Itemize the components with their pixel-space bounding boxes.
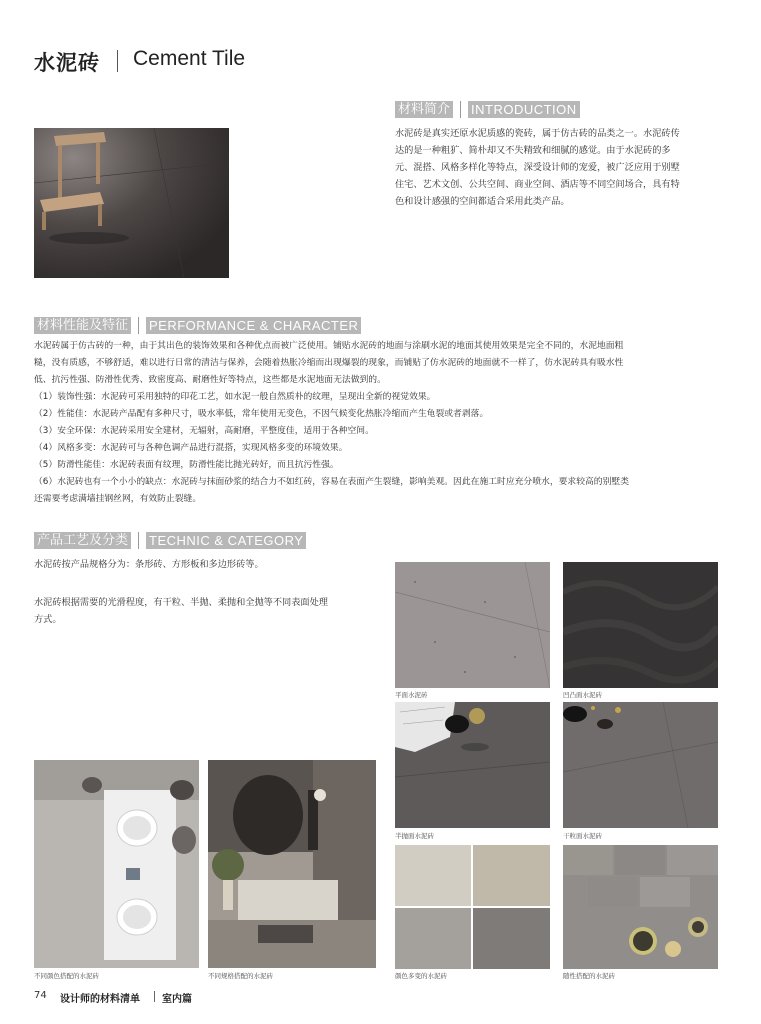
bathroom-photo xyxy=(34,760,199,968)
performance-line: （1）装饰性强：水泥砖可采用独特的印花工艺，如水泥一般自然质朴的纹理，呈现出全新的视觉效果。 xyxy=(34,392,436,402)
technic-para-1: 水泥砖按产品规格分为：条形砖、方形板和多边形砖等。 xyxy=(34,559,264,570)
caption-relief: 凹凸面水泥砖 xyxy=(563,691,602,699)
footer-divider xyxy=(154,991,155,1002)
technic-heading xyxy=(34,532,306,549)
performance-line: 糙，没有质感，不够舒适，难以进行日常的清洁与保养，会随着热胀冷缩而出现爆裂的现象，而铺贴了仿水泥砖的地面就不一样了，仿水泥砖具有吸水性 xyxy=(34,358,624,368)
caption-dry-grain: 干粒面水泥砖 xyxy=(563,832,602,840)
caption-multi-color: 颜色多变的水泥砖 xyxy=(395,972,447,980)
heading-divider xyxy=(460,101,461,118)
performance-line: （4）风格多变：水泥砖可与各种色调产品进行混搭，实现风格多变的环境效果。 xyxy=(34,443,348,453)
performance-heading-en: PERFORMANCE & CHARACTER xyxy=(146,317,361,334)
caption-half-polished: 半抛面水泥砖 xyxy=(395,832,434,840)
technic-heading-en: TECHNIC & CATEGORY xyxy=(146,532,306,549)
dry-grain-tile-photo xyxy=(563,702,718,828)
caption-living: 不同规格搭配的水泥砖 xyxy=(208,972,273,980)
flat-tile-photo xyxy=(395,562,550,688)
intro-line: 达的是一种粗犷、简朴却又不失精致和细腻的感觉。由于水泥砖的多 xyxy=(395,145,671,156)
intro-heading-en: INTRODUCTION xyxy=(468,101,580,118)
performance-line: 低、抗污性强、防滑性优秀、致密度高、耐磨性好等特点，这些都是水泥地面无法做到的。 xyxy=(34,375,386,385)
technic-para-2 xyxy=(34,594,384,628)
caption-casual: 随性搭配的水泥砖 xyxy=(563,972,615,980)
performance-heading xyxy=(34,317,361,334)
technic-line: 水泥砖根据需要的光滑程度，有干粒、半抛、柔抛和全抛等不同表面处理 xyxy=(34,597,328,608)
living-room-photo xyxy=(208,760,376,968)
performance-line: （5）防滑性能佳：水泥砖表面有纹理，防滑性能比抛光砖好，而且抗污性强。 xyxy=(34,460,339,470)
intro-photo xyxy=(34,128,229,278)
book-title: 设计师的材料清单 xyxy=(60,994,140,1005)
casual-tile-photo xyxy=(563,845,718,969)
heading-divider xyxy=(138,532,139,549)
title-divider xyxy=(117,50,118,72)
caption-flat: 平面水泥砖 xyxy=(395,691,428,699)
performance-heading-zh: 材料性能及特征 xyxy=(34,317,131,334)
multi-color-tile-photo xyxy=(395,845,550,969)
intro-heading xyxy=(395,101,580,118)
performance-line: （3）安全环保：水泥砖采用安全建材，无辐射，高耐磨，平整度佳，适用于各种空间。 xyxy=(34,426,374,436)
technic-heading-zh: 产品工艺及分类 xyxy=(34,532,131,549)
intro-heading-zh: 材料简介 xyxy=(395,101,453,118)
intro-line: 元、混搭、风格多样化等特点，深受设计师的宠爱，被广泛应用于别墅 xyxy=(395,162,680,173)
relief-tile-photo xyxy=(563,562,718,688)
technic-line: 方式。 xyxy=(34,614,62,625)
performance-text xyxy=(34,338,734,508)
page-title-en: Cement Tile xyxy=(133,47,246,70)
page-title-zh: 水泥砖 xyxy=(34,51,100,75)
performance-line: （6）水泥砖也有一个小小的缺点：水泥砖与抹面砂浆的结合力不如红砖，容易在表面产生裂缝，影响美观。因此在施工时应充分喷水，要求较高的别墅类 xyxy=(34,477,629,487)
performance-line: （2）性能佳：水泥砖产品配有多种尺寸，吸水率低，常年使用无变色，不因气候变化热胀冷缩而产生龟裂或者剥落。 xyxy=(34,409,489,419)
heading-divider xyxy=(138,317,139,334)
caption-bath: 不同颜色搭配的水泥砖 xyxy=(34,972,99,980)
intro-text xyxy=(395,125,735,210)
intro-line: 水泥砖是真实还原水泥质感的瓷砖，属于仿古砖的品类之一。水泥砖传 xyxy=(395,128,680,139)
half-polished-tile-photo xyxy=(395,702,550,828)
page-number: 74 xyxy=(34,990,47,1001)
intro-line: 色和设计感强的空间都适合采用此类产品。 xyxy=(395,196,570,207)
intro-line: 住宅、艺术文创、公共空间、商业空间、酒店等不同空间场合，具有特 xyxy=(395,179,680,190)
performance-line: 水泥砖属于仿古砖的一种，由于其出色的装饰效果和各种优点而被广泛使用。铺贴水泥砖的地面与涂刷水泥的地面其使用效果是完全不同的，水泥地面粗 xyxy=(34,341,624,351)
performance-line: 还需要考虑满墙挂钢丝网，有效防止裂缝。 xyxy=(34,494,202,504)
book-section: 室内篇 xyxy=(162,994,192,1005)
